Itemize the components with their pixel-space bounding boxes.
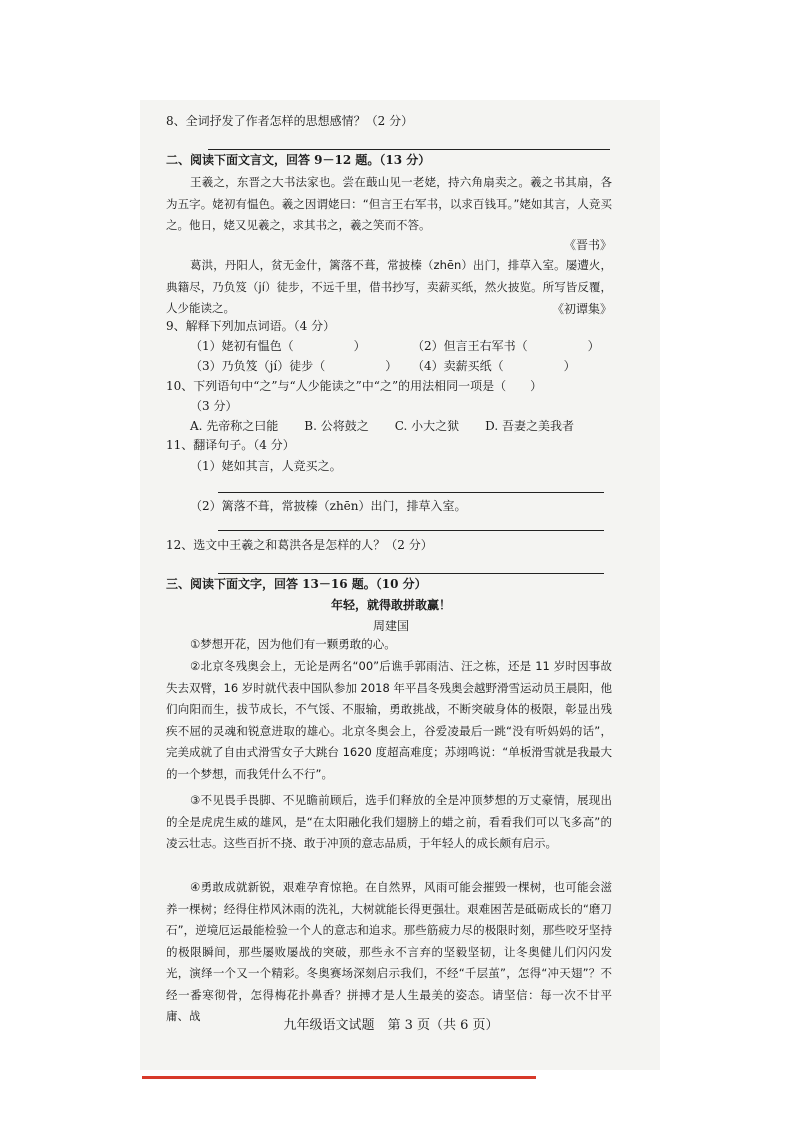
source-chutanji: 《初谭集》 [551,302,612,316]
question-9-3: （3）乃负笈（jí）徒步（ ） [190,359,398,373]
answer-line [218,492,604,493]
option-c[interactable]: C. 小大之狱 [394,419,460,433]
question-9-2: （2）但言王右军书（ ） [412,339,600,353]
answer-line [208,149,610,150]
classical-passage-1: 王羲之，东晋之大书法家也。尝在蕺山见一老姥，持六角扇卖之。羲之书其扇，各为五字。姥初有愠色。羲之因谓姥曰：“但言王右军书，以求百钱耳。”姥如其言，人竞买之。他日，姥又见羲之，求其书之，羲之笑而不答。 [166,175,612,232]
question-10-score: （3 分） [190,399,238,413]
article-title: 年轻，就得敢拼敢赢！ [330,598,451,612]
question-11: 11、翻译句子。（4 分） [166,438,295,452]
red-underline [142,1076,536,1079]
article-para-2: ②北京冬残奥会上，无论是两名“00”后谯手郭雨洁、汪之栋，还是 11 岁时因事故失去双臂，16 岁时就代表中国队参加 2018 年平昌冬残奥会越野滑雪运动员王晨阳，他们向阳而生，拔节成长，不气馁、不服输，勇敢挑战，不断突破身体的极限，彰显出残疾不屈的灵魂和锐意进取的雄心。北京冬奥会上，谷爱凌最后一跳“没有听妈妈的话”，完美成就了自由式滑雪女子大跳台 1620 度超高难度；苏翊鸣说：“单板滑雪就是我最大的一个梦想，而我凭什么不行”。 [166,659,612,781]
article-para-3: ③不见畏手畏脚、不见瞻前顾后，选手们释放的全是冲顶梦想的万丈豪情，展现出的全是虎虎生威的雄风，是“在太阳融化我们翅膀上的蜡之前，看看我们可以飞多高”的凌云壮志。这些百折不挠、敢于冲顶的意志品质，于年轻人的成长颇有启示。 [166,793,612,850]
article-para-4: ④勇敢成就新锐，艰难孕育惊艳。在自然界，风雨可能会摧毁一棵树，也可能会滋养一棵树；经得住栉风沐雨的洗礼，大树就能长得更强壮。艰难困苦是砥砺成长的“磨刀石”，逆境厄运最能检验一个人的意志和追求。那些筋疲力尽的极限时刻，那些咬牙坚持的极限瞬间，那些屡败屡战的突破，那些永不言弃的坚毅坚韧，让冬奥健儿们闪闪发光，演绎一个又一个精彩。冬奥赛场深刻启示我们，不经“千层茧”，怎得“冲天翅”？不经一番寒彻骨，怎得梅花扑鼻香？拼搏才是人生最美的姿态。请坚信：每一次不甘平庸、战 [166,880,612,1023]
section-2-heading: 二、阅读下面文言文，回答 9－12 题。（13 分） [166,153,431,167]
question-11-2: （2）篱落不葺，常披榛（zhēn）出门，排草入室。 [190,499,467,513]
question-10: 10、下列语句中“之”与“人少能读之”中“之”的用法相同一项是（ ） [166,379,543,393]
section-3-heading: 三、阅读下面文字，回答 13－16 题。（10 分） [166,577,427,591]
question-11-1: （1）姥如其言，人竞买之。 [190,459,342,473]
article-author: 周建国 [372,619,409,633]
answer-line [218,530,604,531]
question-8: 8、全词抒发了作者怎样的思想感情？（2 分） [166,114,414,128]
option-b[interactable]: B. 公将鼓之 [304,419,369,433]
source-jinshu: 《晋书》 [563,238,612,252]
question-9-1: （1）姥初有愠色（ ） [190,339,366,353]
option-d[interactable]: D. 吾妻之美我者 [485,419,574,433]
question-9: 9、解释下列加点词语。（4 分） [166,319,336,333]
option-a[interactable]: A. 先帝称之曰能 [190,419,279,433]
page-footer: 九年级语文试题 第 3 页（共 6 页） [283,1018,499,1033]
classical-passage-2: 葛洪，丹阳人，贫无金什，篱落不葺，常披榛（zhēn）出门，排草入室。屡遭火，典籍尽，乃负笈（jí）徒步，不远千里，借书抄写，卖薪买纸，然火披览。所写皆反覆，人少能读之。 [166,258,612,315]
article-para-1: ①梦想开花，因为他们有一颗勇敢的心。 [190,637,396,651]
answer-line [218,573,604,574]
question-12: 12、选文中王羲之和葛洪各是怎样的人？（2 分） [166,538,433,552]
question-9-4: （4）卖薪买纸（ ） [412,359,576,373]
question-10-options [190,418,620,434]
